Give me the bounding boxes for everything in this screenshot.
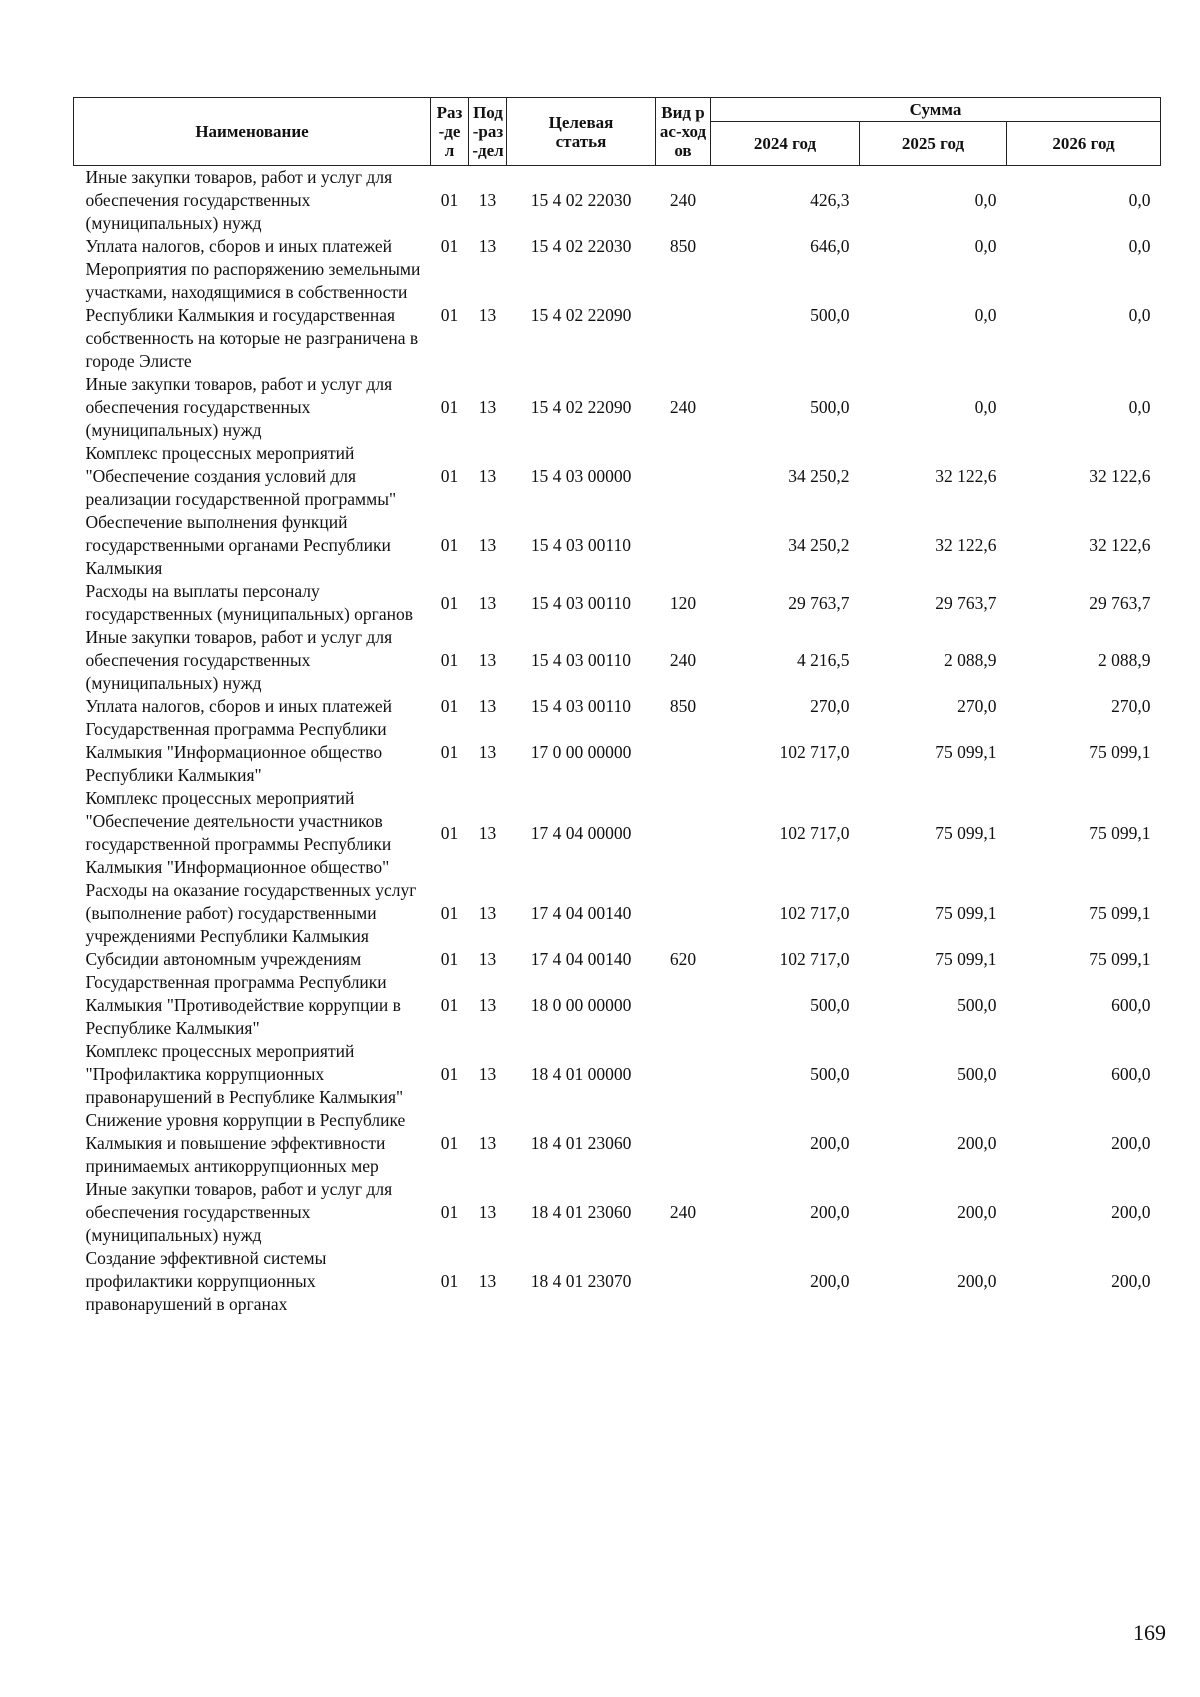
row-celevaya: 17 4 04 00140: [530, 949, 632, 969]
row-sum-2025: 0,0: [974, 397, 997, 417]
row-razdel: 01: [440, 1202, 459, 1222]
row-razdel: 01: [440, 466, 459, 486]
row-sum-2024: 646,0: [810, 236, 850, 256]
table-header: [74, 98, 1161, 166]
row-sum-2024: 200,0: [810, 1133, 850, 1153]
row-sum-2025: 32 122,6: [935, 466, 997, 486]
row-vid: [656, 718, 711, 787]
row-celevaya: 15 4 02 22090: [530, 397, 632, 417]
row-vid: 850: [669, 696, 697, 716]
header-razdel-label: Раз-дел: [436, 103, 463, 160]
row-sum-2026: 75 099,1: [1089, 742, 1151, 762]
table-row: [74, 235, 1161, 258]
row-celevaya: 15 4 02 22090: [530, 305, 632, 325]
row-vid: 240: [669, 650, 697, 670]
table-row: [74, 580, 1161, 626]
row-sum-2026: 600,0: [1111, 995, 1151, 1015]
row-sum-2024: 102 717,0: [779, 949, 850, 969]
row-podrazdel: 13: [478, 650, 497, 670]
row-razdel: 01: [440, 995, 459, 1015]
row-vid: 620: [669, 949, 697, 969]
table-row: [74, 442, 1161, 511]
row-podrazdel: 13: [478, 1271, 497, 1291]
row-celevaya: 17 0 00 00000: [530, 742, 632, 762]
row-name: Иные закупки товаров, работ и услуг для обеспечения государственных (муниципальных) нужд: [85, 1179, 393, 1245]
row-sum-2024: 102 717,0: [779, 822, 850, 843]
row-sum-2026: 32 122,6: [1089, 466, 1151, 486]
row-podrazdel: 13: [478, 822, 497, 843]
table-row: [74, 166, 1161, 236]
row-sum-2026: 75 099,1: [1089, 903, 1151, 923]
row-sum-2025: 500,0: [957, 995, 997, 1015]
header-vid-label: Вид рас-ходов: [659, 103, 707, 160]
row-sum-2025: 75 099,1: [935, 903, 997, 923]
row-celevaya: 18 4 01 23060: [530, 1133, 632, 1153]
row-sum-2026: 29 763,7: [1089, 592, 1151, 613]
row-celevaya: 15 4 03 00000: [530, 466, 632, 486]
table-row: [74, 1178, 1161, 1247]
row-sum-2026: 200,0: [1111, 1202, 1151, 1222]
row-vid: [656, 258, 711, 373]
row-sum-2025: 29 763,7: [935, 592, 997, 613]
row-podrazdel: 13: [478, 995, 497, 1015]
row-vid: 120: [669, 592, 697, 613]
row-sum-2026: 200,0: [1111, 1271, 1151, 1291]
row-name: Субсидии автономным учреждениям: [85, 949, 362, 969]
row-sum-2026: 2 088,9: [1098, 650, 1151, 670]
row-razdel: 01: [440, 822, 459, 843]
row-sum-2025: 200,0: [957, 1202, 997, 1222]
row-podrazdel: 13: [478, 397, 497, 417]
row-razdel: 01: [440, 1271, 459, 1291]
header-2024: 2024 год: [711, 122, 860, 166]
row-name: Мероприятия по распоряжению земельными участками, находящимися в собственности Республики Калмыкия и государственная собственность на которые не разграничена в городе Элисте: [85, 259, 421, 371]
page-number: 169: [1133, 1620, 1166, 1645]
table-body: [74, 166, 1161, 1317]
row-razdel: 01: [440, 535, 459, 555]
row-podrazdel: 13: [478, 305, 497, 325]
row-sum-2024: 29 763,7: [788, 592, 850, 613]
row-sum-2025: 500,0: [957, 1064, 997, 1084]
row-podrazdel: 13: [478, 949, 497, 969]
row-name: Комплекс процессных мероприятий "Обеспечение деятельности участников государственной программы Республики Калмыкия "Информационное общество": [85, 788, 392, 877]
header-razdel: [431, 98, 469, 166]
row-razdel: 01: [440, 236, 459, 256]
row-name: Иные закупки товаров, работ и услуг для обеспечения государственных (муниципальных) нужд: [85, 627, 393, 693]
row-sum-2026: 270,0: [1111, 696, 1151, 716]
row-name: Государственная программа Республики Калмыкия "Информационное общество Республики Калмыкия": [85, 719, 387, 785]
row-name: Расходы на оказание государственных услуг (выполнение работ) государственными учреждениями Республики Калмыкия: [85, 880, 417, 946]
row-sum-2025: 200,0: [957, 1133, 997, 1153]
row-vid: [656, 1040, 711, 1109]
header-celevaya: [507, 98, 656, 166]
row-sum-2026: 75 099,1: [1089, 822, 1151, 843]
row-celevaya: 15 4 02 22030: [530, 190, 632, 210]
row-podrazdel: 13: [478, 1133, 497, 1153]
table-row: [74, 626, 1161, 695]
row-sum-2026: 0,0: [1128, 190, 1151, 210]
row-podrazdel: 13: [478, 1202, 497, 1222]
row-razdel: 01: [440, 903, 459, 923]
row-sum-2024: 4 216,5: [797, 650, 850, 670]
row-vid: [656, 511, 711, 580]
row-vid: 240: [669, 397, 697, 417]
row-name: Создание эффективной системы профилактики коррупционных правонарушений в органах: [85, 1248, 327, 1314]
header-name: Наименование: [74, 98, 431, 166]
row-celevaya: 15 4 03 00110: [531, 650, 631, 670]
row-sum-2026: 0,0: [1128, 397, 1151, 417]
row-sum-2026: 32 122,6: [1089, 535, 1151, 555]
row-razdel: 01: [440, 650, 459, 670]
row-podrazdel: 13: [478, 903, 497, 923]
row-razdel: 01: [440, 1133, 459, 1153]
row-podrazdel: 13: [478, 696, 497, 716]
header-podrazdel-label: Под-раз-дел: [472, 103, 504, 160]
row-podrazdel: 13: [478, 592, 497, 613]
row-sum-2025: 32 122,6: [935, 535, 997, 555]
row-vid: [656, 1109, 711, 1178]
row-podrazdel: 13: [478, 236, 497, 256]
table-row: [74, 879, 1161, 948]
row-sum-2024: 500,0: [810, 1064, 850, 1084]
row-celevaya: 17 4 04 00140: [530, 903, 632, 923]
row-sum-2026: 200,0: [1111, 1133, 1151, 1153]
header-vid: [656, 98, 711, 166]
header-2025: 2025 год: [860, 122, 1007, 166]
row-sum-2025: 270,0: [957, 696, 997, 716]
row-celevaya: 15 4 03 00110: [531, 535, 631, 555]
row-name: Иные закупки товаров, работ и услуг для обеспечения государственных (муниципальных) нужд: [85, 167, 393, 233]
row-sum-2025: 0,0: [974, 190, 997, 210]
table-row: [74, 971, 1161, 1040]
row-sum-2026: 600,0: [1111, 1064, 1151, 1084]
row-vid: [656, 442, 711, 511]
table-row: [74, 787, 1161, 879]
row-name: Уплата налогов, сборов и иных платежей: [85, 236, 392, 256]
row-razdel: 01: [440, 742, 459, 762]
row-sum-2025: 75 099,1: [935, 949, 997, 969]
table-row: [74, 1040, 1161, 1109]
row-sum-2026: 0,0: [1128, 236, 1151, 256]
header-summa: Сумма: [711, 98, 1161, 122]
row-sum-2026: 0,0: [1128, 305, 1151, 325]
row-celevaya: 18 4 01 23070: [530, 1271, 632, 1291]
table-row: [74, 718, 1161, 787]
row-razdel: 01: [440, 305, 459, 325]
header-2026: 2026 год: [1007, 122, 1161, 166]
row-sum-2024: 500,0: [810, 305, 850, 325]
row-sum-2025: 200,0: [957, 1271, 997, 1291]
table-row: [74, 373, 1161, 442]
row-sum-2024: 102 717,0: [779, 742, 850, 762]
row-sum-2024: 34 250,2: [788, 535, 850, 555]
row-name: Государственная программа Республики Калмыкия "Противодействие коррупции в Республике Калмыкия": [85, 972, 401, 1038]
row-vid: [656, 787, 711, 879]
row-vid: 240: [669, 1202, 697, 1222]
row-razdel: 01: [440, 1064, 459, 1084]
row-sum-2026: 75 099,1: [1089, 949, 1151, 969]
row-razdel: 01: [440, 190, 459, 210]
row-celevaya: 15 4 03 00110: [531, 592, 631, 613]
header-podrazdel: [469, 98, 507, 166]
row-name: Иные закупки товаров, работ и услуг для обеспечения государственных (муниципальных) нужд: [85, 374, 393, 440]
row-name: Снижение уровня коррупции в Республике Калмыкия и повышение эффективности принимаемых антикоррупционных мер: [85, 1110, 406, 1176]
row-celevaya: 15 4 03 00110: [531, 696, 631, 716]
row-sum-2025: 75 099,1: [935, 822, 997, 843]
row-razdel: 01: [440, 397, 459, 417]
row-sum-2024: 500,0: [810, 397, 850, 417]
row-sum-2025: 2 088,9: [944, 650, 997, 670]
row-name: Расходы на выплаты персоналу государственных (муниципальных) органов: [85, 581, 414, 624]
row-podrazdel: 13: [478, 466, 497, 486]
row-razdel: 01: [440, 592, 459, 613]
row-sum-2024: 200,0: [810, 1271, 850, 1291]
row-sum-2025: 0,0: [974, 305, 997, 325]
table-row: [74, 258, 1161, 373]
budget-table: [73, 97, 1161, 1316]
table-row: [74, 1247, 1161, 1316]
row-celevaya: 18 4 01 00000: [530, 1064, 632, 1084]
row-name: Уплата налогов, сборов и иных платежей: [85, 696, 392, 716]
row-sum-2024: 500,0: [810, 995, 850, 1015]
row-sum-2024: 102 717,0: [779, 903, 850, 923]
row-podrazdel: 13: [478, 535, 497, 555]
row-name: Обеспечение выполнения функций государственными органами Республики Калмыкия: [85, 512, 391, 578]
row-sum-2025: 75 099,1: [935, 742, 997, 762]
table-row: [74, 695, 1161, 718]
row-celevaya: 18 0 00 00000: [530, 995, 632, 1015]
table-row: [74, 948, 1161, 971]
row-podrazdel: 13: [478, 190, 497, 210]
row-sum-2024: 34 250,2: [788, 466, 850, 486]
header-celevaya-label: Целевая статья: [548, 112, 614, 151]
row-razdel: 01: [440, 949, 459, 969]
row-sum-2024: 426,3: [810, 190, 850, 210]
table-row: [74, 511, 1161, 580]
row-podrazdel: 13: [478, 742, 497, 762]
row-name: Комплекс процессных мероприятий "Обеспечение создания условий для реализации государственной программы": [85, 443, 397, 509]
row-vid: [656, 1247, 711, 1316]
row-vid: [656, 971, 711, 1040]
row-razdel: 01: [440, 696, 459, 716]
row-vid: [656, 879, 711, 948]
row-vid: 850: [669, 236, 697, 256]
row-celevaya: 15 4 02 22030: [530, 236, 632, 256]
row-sum-2024: 270,0: [810, 696, 850, 716]
row-celevaya: 17 4 04 00000: [530, 822, 632, 843]
row-podrazdel: 13: [478, 1064, 497, 1084]
table-row: [74, 1109, 1161, 1178]
row-celevaya: 18 4 01 23060: [530, 1202, 632, 1222]
row-name: Комплекс процессных мероприятий "Профилактика коррупционных правонарушений в Республике Калмыкия": [85, 1041, 404, 1107]
row-sum-2024: 200,0: [810, 1202, 850, 1222]
row-vid: 240: [669, 190, 697, 210]
row-sum-2025: 0,0: [974, 236, 997, 256]
